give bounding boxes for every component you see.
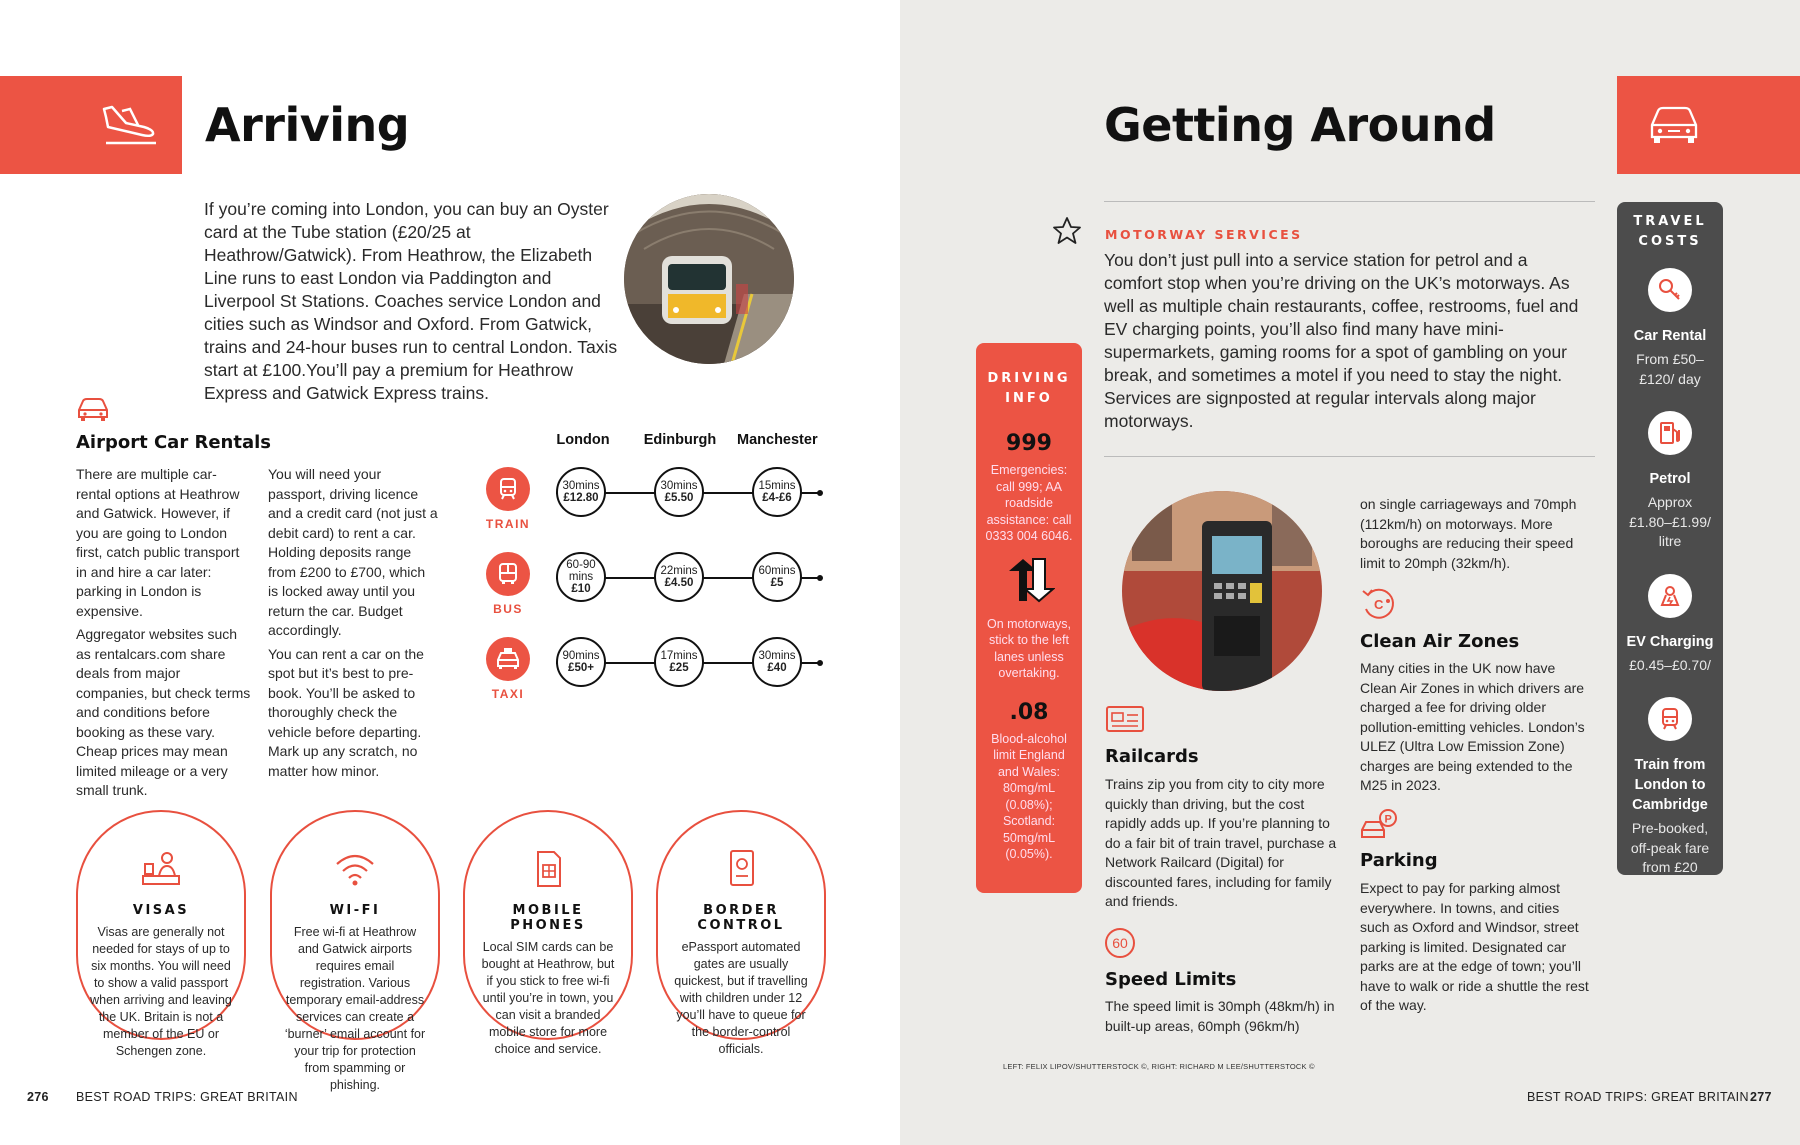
cell-bus-london: 60-90 mins £10: [556, 552, 606, 602]
mode-train: [480, 467, 536, 531]
blood-alcohol-number: .08: [1009, 699, 1049, 725]
train-icon: [1648, 697, 1692, 741]
driving-info-heading-line1: DRIVING: [987, 371, 1071, 386]
passport-control-icon: [139, 850, 183, 888]
page-number: 276: [27, 1090, 49, 1104]
pill-label: VISAS: [132, 903, 190, 918]
travel-cost-title: Car Rental: [1633, 328, 1707, 344]
railcards-heading: Railcards: [1105, 746, 1199, 767]
parking-meter-photo: [1122, 491, 1322, 691]
clean-air-icon: [1360, 587, 1400, 621]
ev-charger-icon: [1648, 574, 1692, 618]
fuel-pump-icon: [1648, 411, 1692, 455]
pill-text: ePassport automated gates are usually quickest, but if travelling with children under 12 you’ll have to queue for the border-control officials.: [674, 940, 808, 1056]
motorway-text: You don’t just pull into a service station for petrol and a comfort stop when you’re driving on the UK’s motorways. As well as multiple chain restaurants, coffee, restrooms, fuel and EV charging points, you’ll also find many have mini-supermarkets, gaming rooms for a spot of gambling on your break, and sometimes a motel if you need to stay the night. Services are signposted at regular intervals along major motorways.: [1104, 250, 1579, 431]
page-title: Getting Around: [1104, 98, 1496, 152]
car-rentals-col2-p2: You can rent a car on the spot but it’s best to pre-book. You’ll be asked to thoroughly check the vehicle before departing. Mark up any scratch, no matter how minor.: [268, 645, 424, 779]
car-rentals-heading: Airport Car Rentals: [76, 432, 271, 453]
car-rentals-col1-p2: Aggregator websites such as rentalcars.com share deals from major companies, but check terms and conditions before booking as these vary. Cheap prices may mean limited mileage or a very small trunk.: [76, 626, 251, 798]
mode-label: BUS: [493, 602, 523, 616]
clean-air-text: Many cities in the UK now have Clean Air Zones in which drivers are charged a fee for driving older pollution-emitting vehicles. London’s ULEZ (Ultra Low Emission Zone) charges are being extended to the M25 in 2023.: [1360, 660, 1585, 793]
plane-landing-icon: [100, 103, 160, 147]
motorway-lanes-text: On motorways, stick to the left lanes unless overtaking.: [986, 616, 1072, 680]
page-title: Arriving: [205, 98, 410, 152]
arriving-header-band: [0, 76, 182, 174]
cell-taxi-edinburgh: 17mins £25: [654, 637, 704, 687]
pill-mobile-phones: [463, 810, 633, 1056]
mode-label: TAXI: [491, 687, 525, 701]
mode-taxi: [480, 637, 536, 701]
car-rentals-col2: [268, 465, 438, 781]
column-header-manchester: Manchester: [737, 432, 818, 448]
train-icon: [486, 467, 530, 511]
travel-cost-desc: Pre-booked, off-peak fare from £20: [1630, 820, 1710, 875]
cell-train-london: 30mins £12.80: [556, 467, 606, 517]
railcard-icon: [1105, 705, 1145, 733]
car-icon: [1646, 103, 1702, 147]
blood-alcohol-text: Blood-alcohol limit England and Wales: 80mg/mL (0.08%); Scotland: 50mg/mL (0.05%).: [991, 731, 1067, 861]
page-number: 277: [1750, 1090, 1772, 1104]
taxi-icon: [486, 637, 530, 681]
sim-card-icon: [526, 850, 570, 888]
intro-text: If you’re coming into London, you can buy an Oyster card at the Tube station (£20/25 at Heathrow/Gatwick). From Heathrow, the Elizabeth Line runs to east London via Paddington and Liverpool St Stations. Coaches service London and cities such as Windsor and Oxford. From Gatwick, trains and 24-hour buses run to central London. Taxis start at £100.You’ll pay a premium for Heathrow Express and Gatwick Express trains.: [204, 199, 618, 403]
running-footer: BEST ROAD TRIPS: GREAT BRITAIN: [1527, 1090, 1749, 1104]
getting-around-header-band: [1617, 76, 1800, 174]
star-icon: [1052, 216, 1082, 246]
travel-cost-desc: £0.45–£0.70/: [1629, 656, 1711, 673]
parking-heading: Parking: [1360, 850, 1438, 871]
column-header-london: London: [556, 432, 610, 448]
cell-train-edinburgh: 30mins £5.50: [654, 467, 704, 517]
travel-cost-desc: From £50–£120/ day: [1636, 351, 1704, 387]
cell-taxi-manchester: 30mins £40: [752, 637, 802, 687]
wifi-icon: [333, 850, 377, 888]
parking-text: Expect to pay for parking almost everywhere. In towns, and cities such as Oxford and Windsor, street parking is limited. Designated car parks are at the edge of town; you’ll have to walk or ride a shuttle the rest of the way.: [1360, 880, 1589, 1013]
photo-credits: LEFT: FELIX LIPOV/SHUTTERSTOCK ©, RIGHT: RICHARD M LEE/SHUTTERSTOCK ©: [1003, 1062, 1315, 1071]
motorway-heading: MOTORWAY SERVICES: [1105, 227, 1303, 242]
passport-icon: [719, 850, 763, 888]
travel-costs-heading-line1: TRAVEL: [1633, 214, 1707, 229]
car-key-icon: [1648, 268, 1692, 312]
travel-cost-desc: Approx £1.80–£1.99/ litre: [1629, 494, 1711, 549]
travel-cost-title: EV Charging: [1626, 633, 1714, 650]
emergency-number: 999: [1006, 431, 1052, 456]
speed-limits-heading: Speed Limits: [1105, 969, 1237, 990]
pill-visas: [76, 810, 246, 1058]
travel-cost-ev-charging: [1617, 574, 1723, 676]
cell-bus-edinburgh: 22mins £4.50: [654, 552, 704, 602]
pill-label: WI-FI: [329, 903, 381, 918]
travel-cost-title: Petrol: [1649, 471, 1691, 487]
running-footer: BEST ROAD TRIPS: GREAT BRITAIN: [76, 1090, 298, 1104]
travel-costs-box: [1617, 202, 1723, 875]
speed-limits-text: The speed limit is 30mph (48km/h) in built-up areas, 60mph (96km/h): [1105, 998, 1335, 1034]
travel-cost-train: [1617, 697, 1723, 878]
travel-cost-car-rental: [1617, 268, 1723, 389]
pill-text: Visas are generally not needed for stays of up to six months. You will need to show a valid passport when arriving and leaving the UK. Britain is not a member of the EU or Schengen zone.: [90, 925, 232, 1058]
train-station-photo: [624, 194, 794, 364]
right-page: [900, 0, 1800, 1145]
pill-label: BORDER CONTROL: [697, 903, 785, 933]
bus-icon: [486, 552, 530, 596]
cell-bus-manchester: 60mins £5: [752, 552, 802, 602]
pill-wifi: [270, 810, 440, 1092]
emergency-text: Emergencies: call 999; AA roadside assistance: call 0333 004 6046.: [985, 463, 1073, 543]
car-icon: [75, 394, 111, 422]
svg-text:P: P: [1384, 813, 1392, 826]
parking-icon: [1359, 808, 1399, 842]
svg-text:C: C: [1374, 597, 1384, 612]
railcards-text: Trains zip you from city to city more quickly than driving, but the cost rapidly adds up. If you’re planning to do a fair bit of train travel, purchase a Network Railcard (Digital) for discounted fares, including for family and friends.: [1105, 776, 1337, 909]
car-rentals-col1-p1: There are multiple car-rental options at Heathrow and Gatwick. However, if you are going to London first, catch public transport in and hire a car later: parking in London is expensive.: [76, 466, 240, 619]
travel-cost-petrol: [1617, 411, 1723, 552]
driving-info-heading-line2: INFO: [1005, 391, 1053, 406]
column-header-edinburgh: Edinburgh: [643, 432, 717, 448]
car-rentals-col1: [76, 465, 251, 801]
pill-text: Local SIM cards can be bought at Heathrow, but if you stick to free wi-fi until you’re in town, you can visit a branded mobile store for more choice and service.: [481, 940, 615, 1056]
clean-air-heading: Clean Air Zones: [1360, 631, 1520, 652]
cell-train-manchester: 15mins £4-£6: [752, 467, 802, 517]
pill-label: MOBILE PHONES: [510, 903, 586, 933]
travel-costs-heading-line2: COSTS: [1638, 234, 1702, 249]
speed-limits-text-continued: on single carriageways and 70mph (112km/h) on motorways. More boroughs are reducing their speed limit to 20mph (32km/h).: [1360, 496, 1577, 571]
mode-label: TRAIN: [485, 517, 531, 531]
cell-taxi-london: 90mins £50+: [556, 637, 606, 687]
driving-info-box: [976, 343, 1082, 893]
speed-limit-icon: 60: [1105, 928, 1135, 958]
mode-bus: [480, 552, 536, 616]
travel-cost-title: Train from London to Cambridge: [1632, 757, 1708, 813]
pill-text: Free wi-fi at Heathrow and Gatwick airports requires email registration. Various temporary email-address services can create a ‘burner’ email account for your trip for protection from spamming or phishing.: [284, 925, 426, 1092]
car-rentals-col2-p1: You will need your passport, driving licence and a credit card (not just a debit card) to rent a car. Holding deposits range from £200 to £700, which is locked away until you return the car. Budget accordingly.: [268, 466, 438, 638]
two-way-arrows-icon: [1003, 557, 1055, 603]
pill-border-control: [656, 810, 826, 1056]
